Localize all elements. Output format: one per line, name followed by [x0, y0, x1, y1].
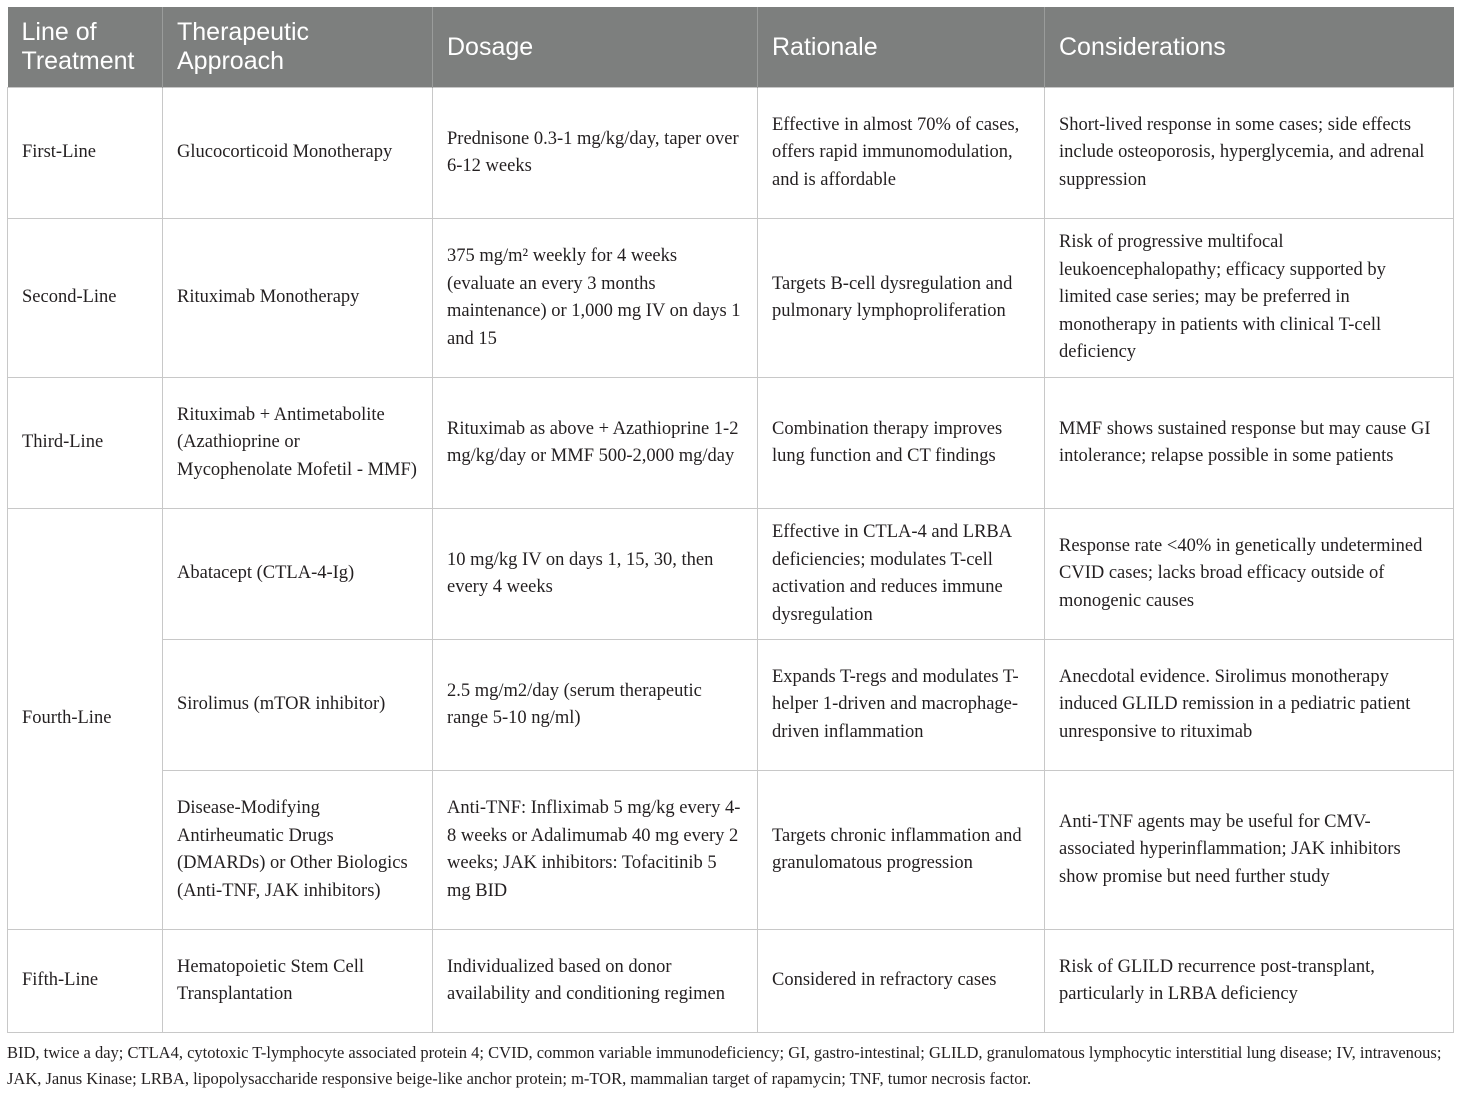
header-therapeutic-approach: Therapeutic Approach [163, 7, 433, 88]
rationale-cell: Considered in refractory cases [758, 930, 1045, 1033]
header-row [8, 7, 1454, 88]
rationale-cell: Expands T-regs and modulates T-helper 1-driven and macrophage-driven inflammation [758, 640, 1045, 771]
approach-cell: Rituximab Monotherapy [163, 219, 433, 378]
approach-cell: Glucocorticoid Monotherapy [163, 88, 433, 219]
line-cell: Fifth-Line [8, 930, 163, 1033]
rationale-cell: Combination therapy improves lung function and CT findings [758, 378, 1045, 509]
dosage-cell: Individualized based on donor availability and conditioning regimen [433, 930, 758, 1033]
line-cell: First-Line [8, 88, 163, 219]
table-row [8, 509, 1454, 640]
line-cell: Third-Line [8, 378, 163, 509]
considerations-cell: Short-lived response in some cases; side effects include osteoporosis, hyperglycemia, and adrenal suppression [1045, 88, 1454, 219]
line-cell: Fourth-Line [8, 509, 163, 930]
dosage-cell: 375 mg/m² weekly for 4 weeks (evaluate an every 3 months maintenance) or 1,000 mg IV on days 1 and 15 [433, 219, 758, 378]
considerations-cell: Risk of progressive multifocal leukoencephalopathy; efficacy supported by limited case series; may be preferred in monotherapy in patients with clinical T-cell deficiency [1045, 219, 1454, 378]
approach-cell: Disease-Modifying Antirheumatic Drugs (DMARDs) or Other Biologics (Anti-TNF, JAK inhibitors) [163, 771, 433, 930]
rationale-cell: Effective in CTLA-4 and LRBA deficiencies; modulates T-cell activation and reduces immune dysregulation [758, 509, 1045, 640]
considerations-cell: Anti-TNF agents may be useful for CMV-associated hyperinflammation; JAK inhibitors show promise but need further study [1045, 771, 1454, 930]
rationale-cell: Effective in almost 70% of cases, offers rapid immunomodulation, and is affordable [758, 88, 1045, 219]
table-row [8, 930, 1454, 1033]
dosage-cell: 10 mg/kg IV on days 1, 15, 30, then every 4 weeks [433, 509, 758, 640]
dosage-cell: Prednisone 0.3-1 mg/kg/day, taper over 6-12 weeks [433, 88, 758, 219]
table-body [8, 88, 1454, 1033]
header-considerations: Considerations [1045, 7, 1454, 88]
approach-cell: Abatacept (CTLA-4-Ig) [163, 509, 433, 640]
considerations-cell: Response rate <40% in genetically undetermined CVID cases; lacks broad efficacy outside of monogenic causes [1045, 509, 1454, 640]
considerations-cell: Risk of GLILD recurrence post-transplant, particularly in LRBA deficiency [1045, 930, 1454, 1033]
considerations-cell: MMF shows sustained response but may cause GI intolerance; relapse possible in some patients [1045, 378, 1454, 509]
treatment-table [7, 7, 1454, 1033]
table-row [8, 219, 1454, 378]
table-row [8, 88, 1454, 219]
dosage-cell: 2.5 mg/m2/day (serum therapeutic range 5-10 ng/ml) [433, 640, 758, 771]
rationale-cell: Targets B-cell dysregulation and pulmonary lymphoproliferation [758, 219, 1045, 378]
treatment-table-container [7, 7, 1453, 1033]
table-row [8, 378, 1454, 509]
table-footnote: BID, twice a day; CTLA4, cytotoxic T-lymphocyte associated protein 4; CVID, common variable immunodeficiency; GI, gastro-intestinal; GLILD, granulomatous lymphocytic interstitial lung disease; IV, intravenous; JAK, Janus Kinase; LRBA, lipopolysaccharide responsive beige-like anchor protein; m-TOR, mammalian target of rapamycin; TNF, tumor necrosis factor. [7, 1043, 1442, 1088]
approach-cell: Hematopoietic Stem Cell Transplantation [163, 930, 433, 1033]
approach-cell: Sirolimus (mTOR inhibitor) [163, 640, 433, 771]
header-rationale: Rationale [758, 7, 1045, 88]
header-dosage: Dosage [433, 7, 758, 88]
considerations-cell: Anecdotal evidence. Sirolimus monotherapy induced GLILD remission in a pediatric patient unresponsive to rituximab [1045, 640, 1454, 771]
dosage-cell: Rituximab as above + Azathioprine 1-2 mg/kg/day or MMF 500-2,000 mg/day [433, 378, 758, 509]
approach-cell: Rituximab + Antimetabolite (Azathioprine or Mycophenolate Mofetil - MMF) [163, 378, 433, 509]
dosage-cell: Anti-TNF: Infliximab 5 mg/kg every 4-8 weeks or Adalimumab 40 mg every 2 weeks; JAK inhibitors: Tofacitinib 5 mg BID [433, 771, 758, 930]
table-row [8, 771, 1454, 930]
line-cell: Second-Line [8, 219, 163, 378]
rationale-cell: Targets chronic inflammation and granulomatous progression [758, 771, 1045, 930]
header-line-of-treatment: Line of Treatment [8, 7, 163, 88]
table-header [8, 7, 1454, 88]
table-row [8, 640, 1454, 771]
